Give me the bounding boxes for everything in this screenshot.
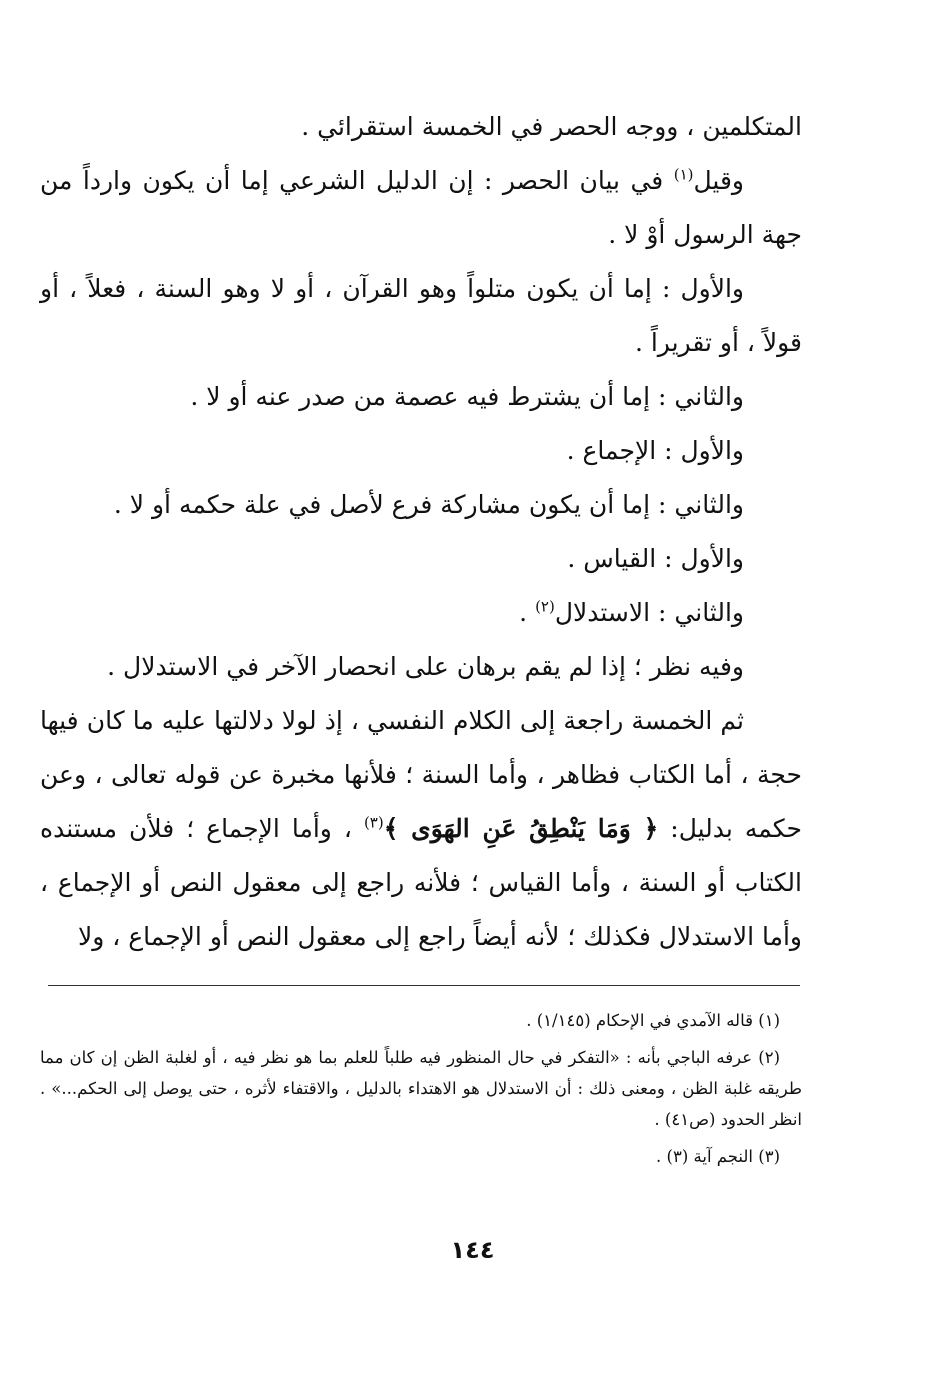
quran-verse: ﴿ وَمَا يَنْطِقُ عَنِ الهَوَى ﴾ (383, 814, 659, 843)
footnote-ref-1[interactable]: (١) (673, 165, 694, 184)
paragraph-10-rest: ، وأما الإجماع ؛ فلأن مستنده الكتاب أو السنة ، وأما القياس ؛ فلأنه راجع إلى معقول النص أو الإجماع ، وأما الاستدلال فكذلك ؛ لأنه أيضاً راجع إلى معقول النص أو الإجماع ، ولا (40, 814, 802, 951)
paragraph-1: المتكلمين ، ووجه الحصر في الخمسة استقرائي . (301, 112, 802, 141)
paragraph-10-start: ثم الخمسة راجعة إلى الكلام النفسي ، إذ لولا دلالتها عليه ما كان فيها حجة ، أما الكتاب فظاهر ، وأما السنة ؛ فلأنها مخبرة عن قوله تعالى ، وعن حكمه بدليل: (40, 706, 802, 843)
main-text (40, 100, 802, 964)
paragraph-6: والثاني : إما أن يكون مشاركة فرع لأصل في علة حكمه أو لا . (113, 490, 744, 519)
paragraph-2 (40, 154, 802, 262)
footnote-1: (١) قاله الآمدي في الإحكام (١/١٤٥) . (526, 1011, 780, 1030)
footnote-ref-2[interactable]: (٢) (535, 597, 555, 616)
footnote-ref-3[interactable]: (٣) (363, 813, 384, 832)
paragraph-5: والأول : الإجماع . (566, 436, 744, 465)
paragraph-2-rest: في بيان الحصر : إن الدليل الشرعي إما أن يكون وارداً من جهة الرسول أوْ لا . (40, 166, 802, 249)
paragraph-10 (40, 694, 802, 964)
paragraph-4: والثاني : إما أن يشترط فيه عصمة من صدر عنه أو لا . (190, 382, 744, 411)
footnote-divider (48, 985, 800, 986)
page-number: ١٤٤ (450, 1236, 495, 1264)
paragraph-8-rest: . (519, 598, 536, 627)
footnote-3: (٣) النجم آية (٣) . (656, 1147, 780, 1166)
paragraph-7: والأول : القياس . (567, 544, 744, 573)
paragraph-3: والأول : إما أن يكون متلواً وهو القرآن ، أو لا وهو السنة ، فعلاً ، أو قولاً ، أو تقريراً . (40, 274, 802, 357)
paragraph-8-start: والثاني : الاستدلال (554, 598, 744, 627)
paragraph-2-start: وقيل (693, 166, 744, 195)
footnote-2: (٢) عرفه الباجي بأنه : «التفكر في حال المنظور فيه طلباً للعلم بما هو نظر فيه ، أو لغلبة الظن إن كان مما طريقه غلبة الظن ، ومعنى ذلك : أن الاستدلال هو الاهتداء بالدليل ، والاقتفاء لأثره ، حتى يوصل إلى الحكم...» . انظر الحدود (ص٤١) . (40, 1048, 802, 1129)
paragraph-9: وفيه نظر ؛ إذا لم يقم برهان على انحصار الآخر في الاستدلال . (107, 652, 744, 681)
paragraph-8 (40, 586, 802, 640)
footnotes-section (40, 1005, 802, 1178)
